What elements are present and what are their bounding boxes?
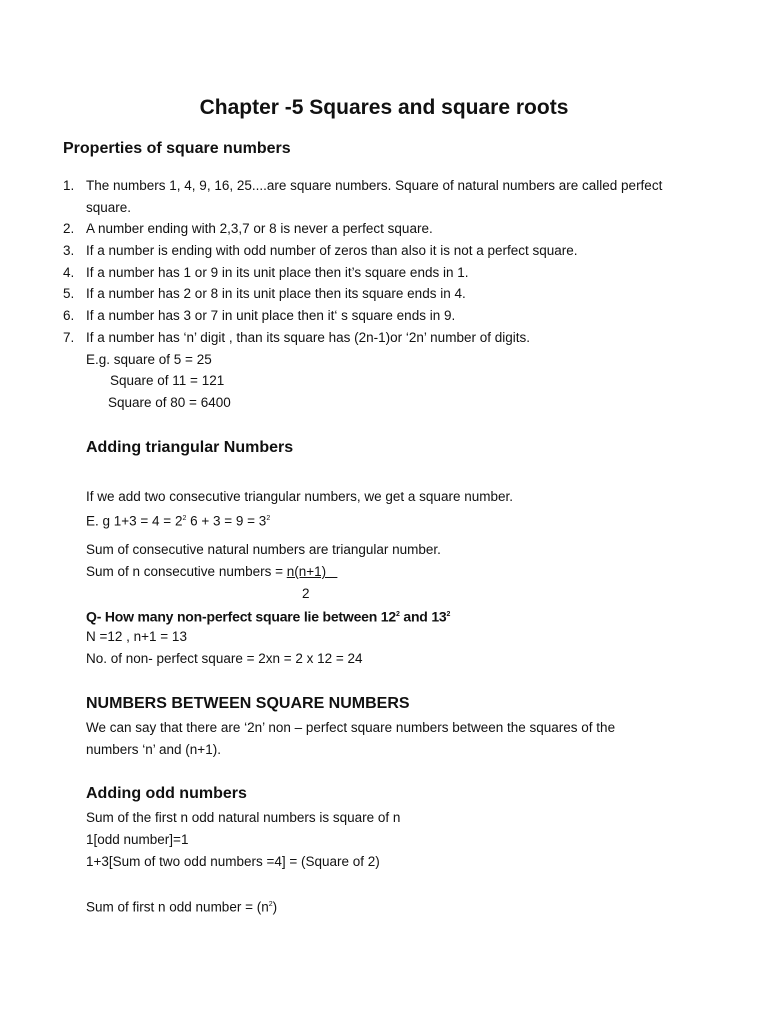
list-number: 3. [63,243,75,259]
formula-denominator: 2 [302,586,310,601]
superscript: 2 [395,611,400,618]
question-part: and 13 [399,608,447,625]
example-text: Square of 11 = 121 [110,373,225,389]
between-heading: NUMBERS BETWEEN SQUARE NUMBERS [86,695,410,712]
superscript: 2 [268,901,273,908]
list-text: square. [86,199,132,215]
formula-label: Sum of n consecutive numbers = [86,564,287,579]
formula-part: ) [272,899,278,915]
triangular-example [86,510,270,531]
odd-heading: Adding odd numbers [86,785,247,802]
list-number: 7. [63,329,75,345]
triangular-text: Sum of consecutive natural numbers are triangular number. [86,542,441,557]
question-heading [86,606,450,626]
example-part: 6 + 3 = 9 = 3 [186,513,267,529]
list-text: If a number has 2 or 8 in its unit place then its square ends in 4. [86,286,466,302]
odd-text: 1[odd number]=1 [86,832,189,847]
example-line [0,351,768,373]
between-text: We can say that there are ‘2n’ non – perfect square numbers between the squares of the [86,720,616,735]
list-item [0,242,768,264]
example-line [0,372,768,394]
between-text: numbers ‘n’ and (n+1). [86,742,221,757]
triangular-text: If we add two consecutive triangular numbers, we get a square number. [86,489,513,504]
list-item [0,264,768,286]
list-item [0,307,768,329]
example-part: E. g 1+3 = 4 = 2 [86,513,183,529]
list-text: If a number is ending with odd number of zeros than also it is not a perfect square. [86,243,578,259]
list-number: 1. [63,178,75,193]
answer-line: No. of non- perfect square = 2xn = 2 x 12 = 24 [86,651,363,666]
example-text: E.g. square of 5 = 25 [86,351,212,367]
superscript: 2 [266,515,271,522]
triangular-heading: Adding triangular Numbers [86,439,294,456]
list-text: The numbers 1, 4, 9, 16, 25....are square numbers. Square of natural numbers are called perfect [86,178,663,193]
formula-numerator: n(n+1) [286,564,338,579]
superscript: 2 [182,515,187,522]
odd-formula [86,896,277,917]
list-text: A number ending with 2,3,7 or 8 is never a perfect square. [86,221,433,237]
properties-heading: Properties of square numbers [63,140,291,157]
example-text: Square of 80 = 6400 [108,394,231,410]
list-number: 6. [63,308,75,324]
list-item-continuation [0,199,768,221]
superscript: 2 [446,611,451,618]
list-number: 2. [63,221,75,237]
odd-text: 1+3[Sum of two odd numbers =4] = (Square of 2) [86,854,380,869]
question-part: Q- How many non-perfect square lie between 12 [86,608,396,625]
page-title: Chapter -5 Squares and square roots [199,96,569,119]
properties-list [0,177,768,416]
formula-part: Sum of first n odd number = (n [86,899,269,915]
example-line [0,394,768,416]
odd-text: Sum of the first n odd natural numbers is square of n [86,810,401,825]
list-text: If a number has 1 or 9 in its unit place then it’s square ends in 1. [86,264,469,280]
list-number: 5. [63,286,75,302]
list-item [0,329,768,351]
list-number: 4. [63,264,75,280]
list-item [0,220,768,242]
list-text: If a number has ‘n’ digit , than its square has (2n-1)or ‘2n’ number of digits. [86,329,530,345]
answer-line: N =12 , n+1 = 13 [86,629,187,644]
list-text: If a number has 3 or 7 in unit place then it‘ s square ends in 9. [86,308,456,324]
list-item [0,177,768,199]
list-item [0,285,768,307]
sum-formula [86,563,337,581]
